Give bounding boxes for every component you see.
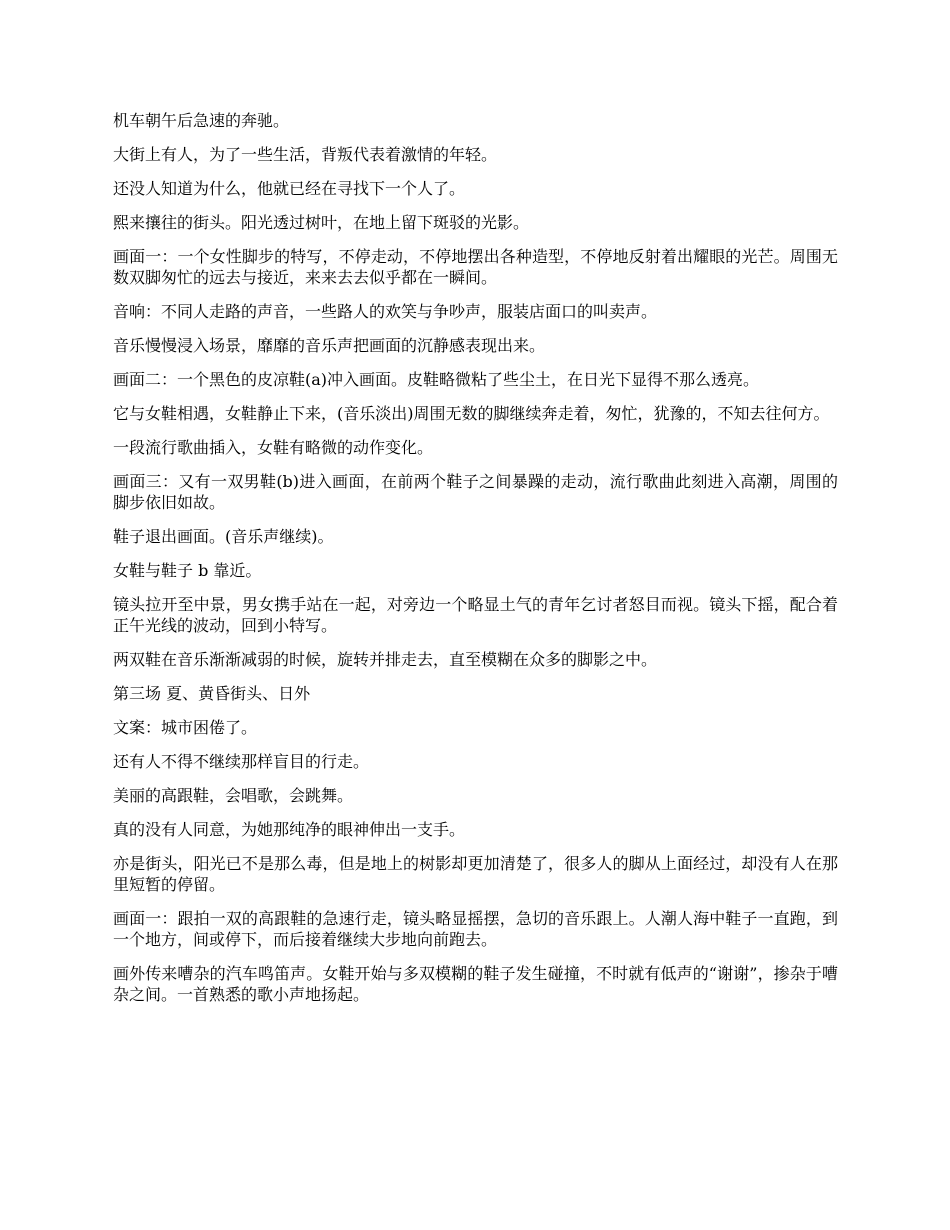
paragraph: 还没人知道为什么，他就已经在寻找下一个人了。 <box>113 179 466 198</box>
scene-heading: 第三场 夏、黄昏街头、日外 <box>113 684 311 703</box>
paragraph: 还有人不得不继续那样盲目的行走。 <box>113 752 370 771</box>
paragraph: 它与女鞋相遇，女鞋静止下来，(音乐淡出)周围无数的脚继续奔走着，匆忙，犹豫的，不知去往何方。 <box>113 404 830 423</box>
paragraph: 文案：城市困倦了。 <box>113 718 258 737</box>
paragraph: 女鞋与鞋子 b 靠近。 <box>113 561 262 580</box>
paragraph: 鞋子退出画面。(音乐声继续)。 <box>113 527 334 546</box>
paragraph: 真的没有人同意，为她那纯净的眼神伸出一支手。 <box>113 820 466 839</box>
paragraph: 美丽的高跟鞋，会唱歌，会跳舞。 <box>113 786 354 805</box>
paragraph: 机车朝午后急速的奔驰。 <box>113 111 290 130</box>
paragraph: 画外传来嘈杂的汽车鸣笛声。女鞋开始与多双模糊的鞋子发生碰撞，不时就有低声的“谢谢”，掺杂于嘈杂之间。一首熟悉的歌小声地扬起。 <box>113 964 838 1004</box>
paragraph: 两双鞋在音乐渐渐减弱的时候，旋转并排走去，直至模糊在众多的脚影之中。 <box>113 650 658 669</box>
paragraph: 熙来攘往的街头。阳光透过树叶，在地上留下斑驳的光影。 <box>113 213 530 232</box>
paragraph: 一段流行歌曲插入，女鞋有略微的动作变化。 <box>113 438 434 457</box>
paragraph: 音响：不同人走路的声音，一些路人的欢笑与争吵声，服装店面口的叫卖声。 <box>113 302 658 321</box>
paragraph: 画面一：一个女性脚步的特写，不停走动，不停地摆出各种造型，不停地反射着出耀眼的光芒。周围无数双脚匆忙的远去与接近，来来去去似乎都在一瞬间。 <box>113 247 838 287</box>
paragraph: 镜头拉开至中景，男女携手站在一起，对旁边一个略显土气的青年乞讨者怒目而视。镜头下摇，配合着正午光线的波动，回到小特写。 <box>113 595 838 635</box>
paragraph: 音乐慢慢浸入场景，靡靡的音乐声把画面的沉静感表现出来。 <box>113 336 546 355</box>
paragraph: 画面三：又有一双男鞋(b)进入画面，在前两个鞋子之间暴躁的走动，流行歌曲此刻进入高潮，周围的脚步依旧如故。 <box>113 472 838 512</box>
paragraph: 大街上有人，为了一些生活，背叛代表着激情的年轻。 <box>113 145 498 164</box>
paragraph: 画面一：跟拍一双的高跟鞋的急速行走，镜头略显摇摆，急切的音乐跟上。人潮人海中鞋子一直跑，到一个地方，间或停下，而后接着继续大步地向前跑去。 <box>113 909 838 949</box>
paragraph: 亦是街头，阳光已不是那么毒，但是地上的树影却更加清楚了，很多人的脚从上面经过，却没有人在那里短暂的停留。 <box>113 854 838 894</box>
paragraph: 画面二：一个黑色的皮凉鞋(a)冲入画面。皮鞋略微粘了些尘土，在日光下显得不那么透亮。 <box>113 370 760 389</box>
